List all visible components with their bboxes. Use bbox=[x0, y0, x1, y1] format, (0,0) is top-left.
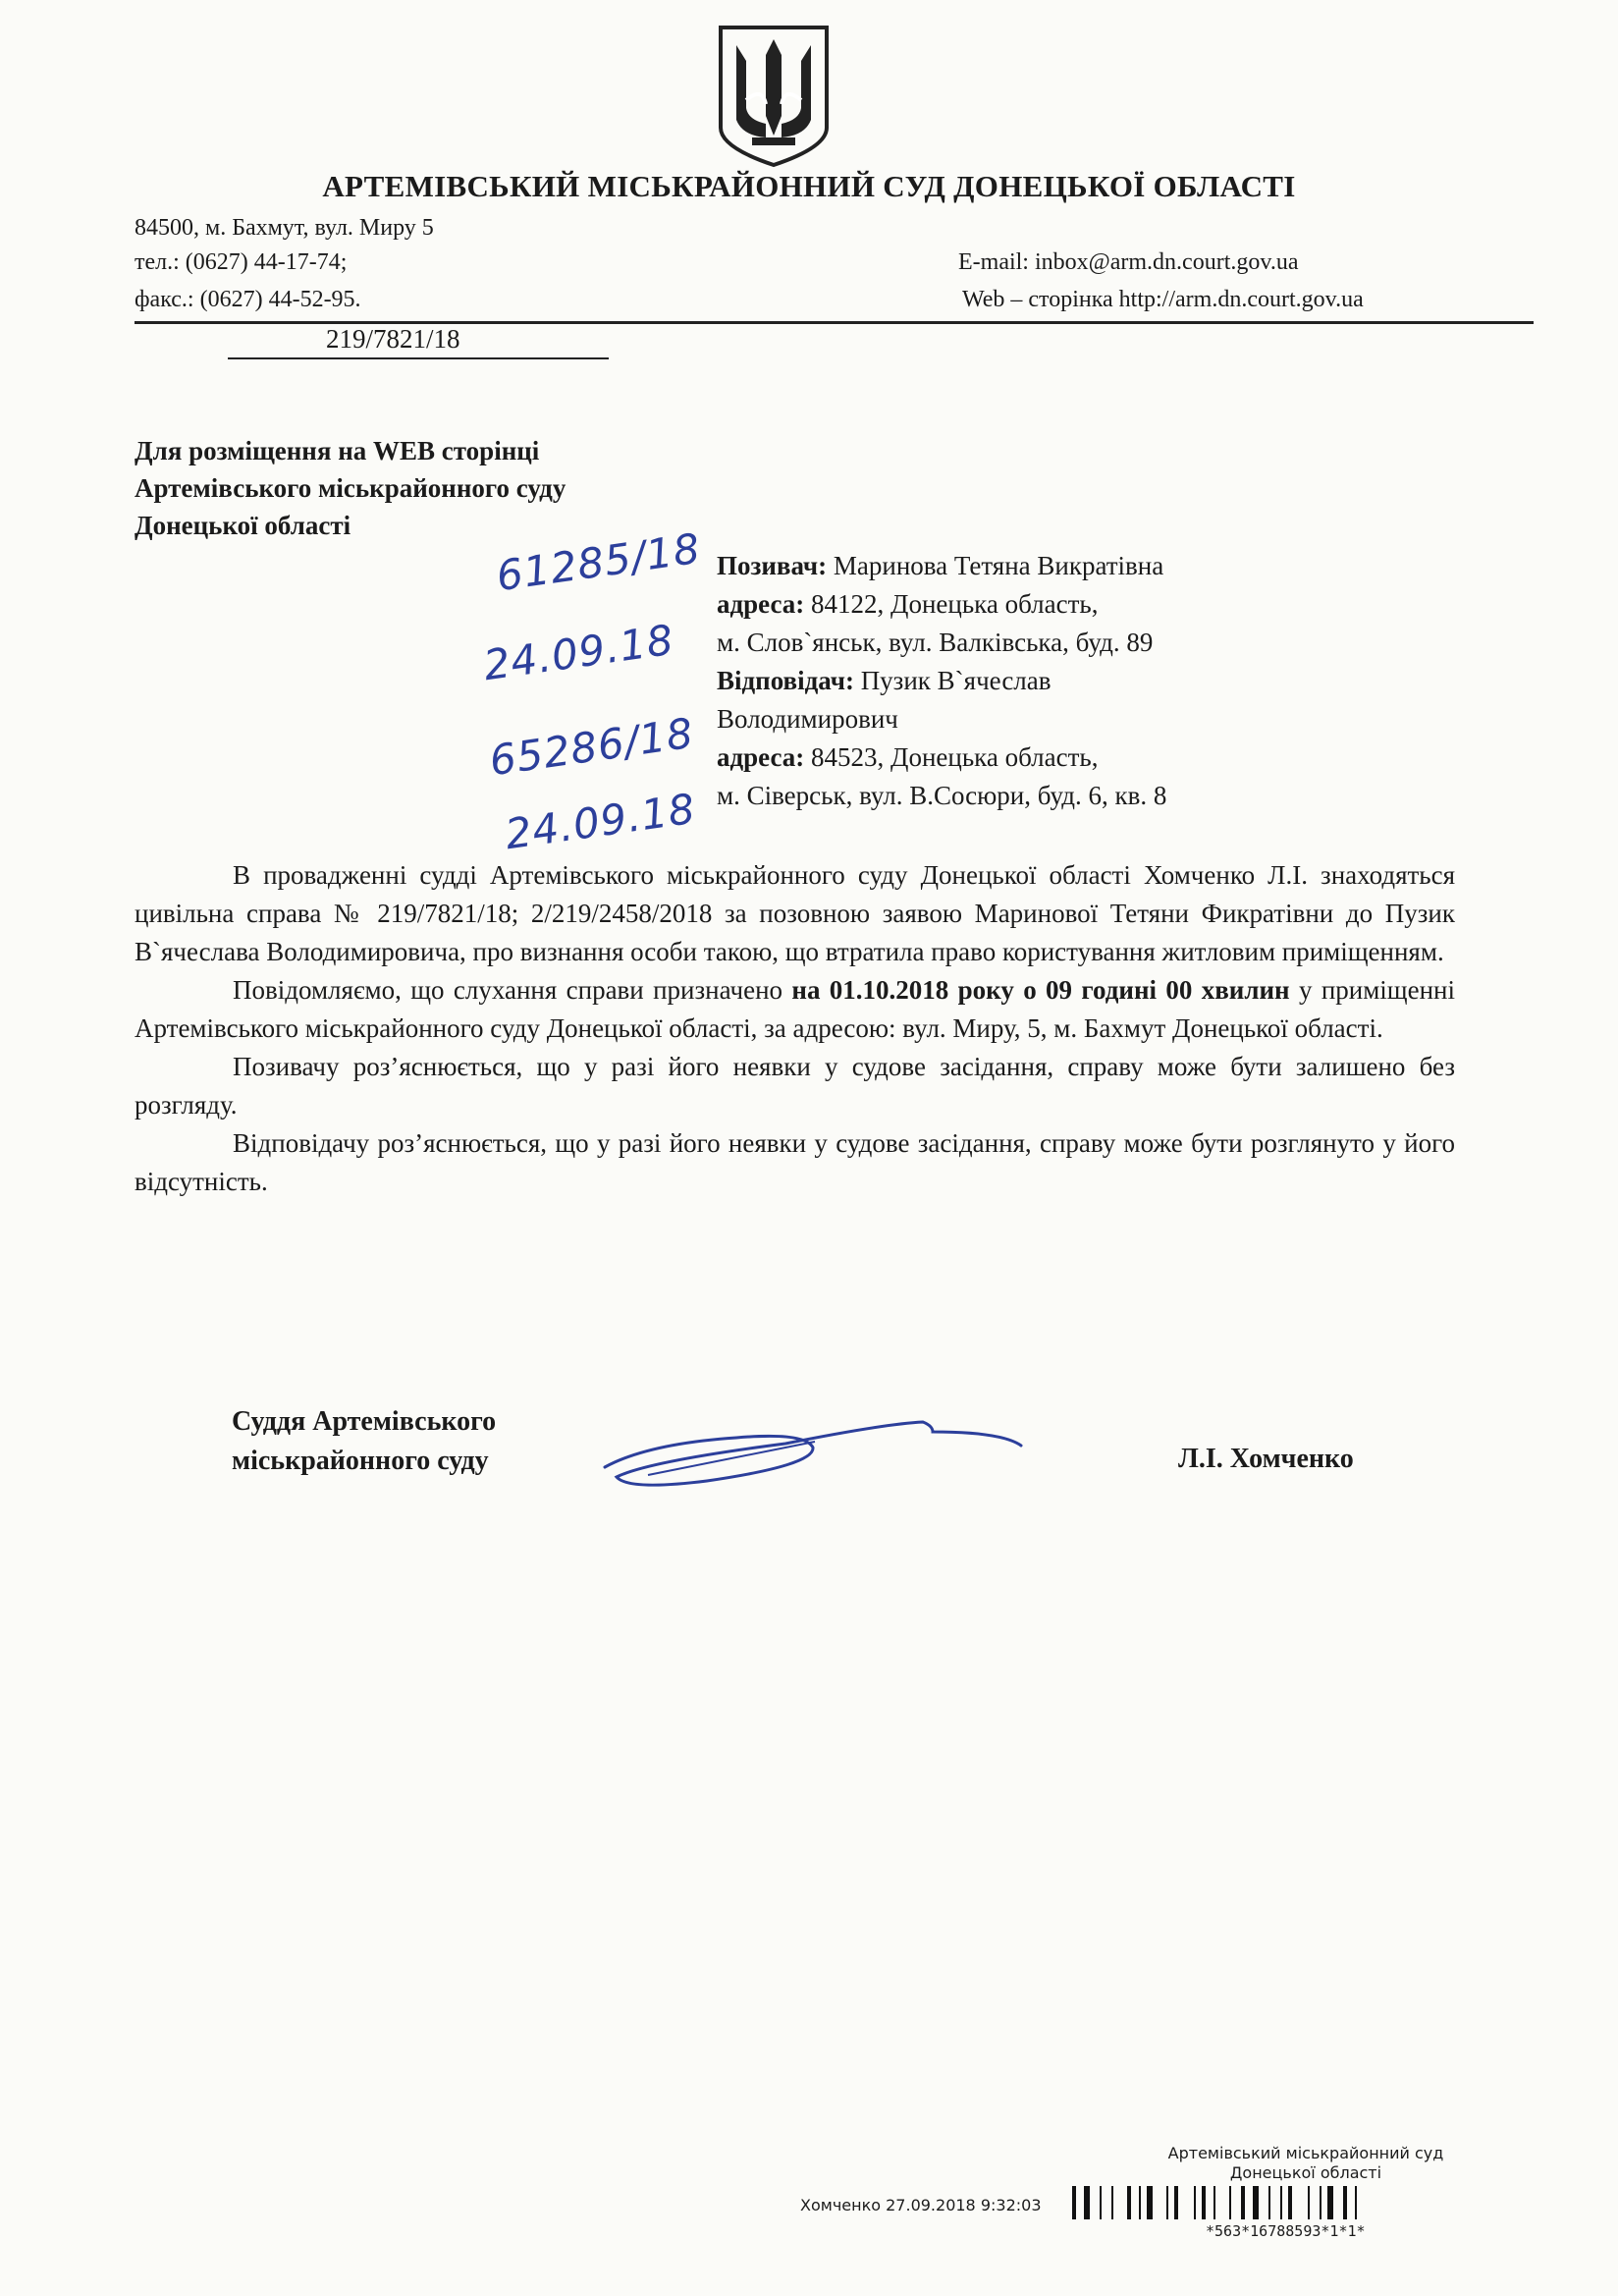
notice-body bbox=[135, 856, 1455, 1201]
address-label: адреса: bbox=[717, 589, 805, 619]
judge-title bbox=[232, 1402, 496, 1481]
handwritten-note: 65286/18 bbox=[486, 708, 697, 786]
body-paragraph: Відповідачу роз’яснюється, що у разі його неявки у судове засідання, справу може бути розглянуто у його відсутність. bbox=[135, 1128, 1455, 1196]
court-web: Web – сторінка http://arm.dn.court.gov.ua bbox=[962, 287, 1364, 312]
body-paragraph bbox=[135, 971, 1455, 1048]
recipient-line: Для розміщення на WEB сторінці bbox=[135, 436, 540, 465]
judge-title-line: Суддя Артемівського bbox=[232, 1406, 497, 1437]
court-phone: тел.: (0627) 44-17-74; bbox=[135, 249, 348, 275]
plaintiff-address-line bbox=[717, 585, 1166, 624]
body-text-span: Повідомляємо, що слухання справи призначено bbox=[233, 975, 792, 1005]
handwritten-note: 24.09.18 bbox=[502, 784, 699, 859]
plaintiff-line bbox=[717, 547, 1166, 585]
court-email: E-mail: inbox@arm.dn.court.gov.ua bbox=[958, 249, 1299, 275]
defendant-line bbox=[717, 662, 1166, 700]
plaintiff-address: 84122, Донецька область, bbox=[811, 589, 1099, 619]
defendant-name-line: Володимирович bbox=[717, 704, 898, 734]
judge-title-line: міськрайонного суду bbox=[232, 1446, 489, 1476]
body-paragraph: Позивачу роз’яснюється, що у разі його неявки у судове засідання, справу може бути залишено без розгляду. bbox=[135, 1052, 1455, 1120]
stamp-court-line: Артемівський міськрайонний суд bbox=[1167, 2144, 1444, 2162]
plaintiff-address-line: м. Слов`янськ, вул. Валківська, буд. 89 bbox=[717, 628, 1154, 657]
defendant-label: Відповідач: bbox=[717, 666, 854, 695]
recipient-block bbox=[135, 432, 566, 544]
parties-block bbox=[717, 547, 1166, 815]
defendant-name: Пузик В`ячеслав bbox=[860, 666, 1052, 695]
hearing-datetime: на 01.10.2018 року о 09 годині 00 хвилин bbox=[791, 975, 1290, 1005]
court-address: 84500, м. Бахмут, вул. Миру 5 bbox=[135, 215, 434, 241]
body-paragraph: В провадженні судді Артемівського міськрайонного суду Донецької області Хомченко Л.І. знаходяться цивільна справа № 219/7821/18; 2/219/2458/2018 за позовною заявою Маринової Тетяни Фикратівни до Пузик В`ячеслава Володимировича, про визнання особи такою, що втратила право користування житловим приміщенням. bbox=[135, 860, 1455, 966]
defendant-address: 84523, Донецька область, bbox=[811, 742, 1099, 772]
defendant-address-line: м. Сіверськ, вул. В.Сосюри, буд. 6, кв. 8 bbox=[717, 781, 1167, 810]
recipient-line: Донецької області bbox=[135, 511, 351, 540]
plaintiff-label: Позивач: bbox=[717, 551, 828, 580]
court-name-heading: АРТЕМІВСЬКИЙ МІСЬКРАЙОННИЙ СУД ДОНЕЦЬКОЇ ОБЛАСТІ bbox=[322, 169, 1296, 203]
court-fax: факс.: (0627) 44-52-95. bbox=[135, 287, 361, 312]
handwritten-signature-icon bbox=[589, 1404, 1041, 1493]
handwritten-note: 24.09.18 bbox=[480, 615, 677, 690]
address-label: адреса: bbox=[717, 742, 805, 772]
registry-stamp bbox=[1159, 2144, 1453, 2183]
reg-number: 219/7821/18 bbox=[326, 324, 460, 354]
judge-name: Л.І. Хомченко bbox=[1178, 1444, 1354, 1474]
trident-emblem-icon bbox=[713, 22, 835, 169]
plaintiff-name: Маринова Тетяна Викратівна bbox=[833, 551, 1164, 580]
recipient-line: Артемівського міськрайонного суду bbox=[135, 473, 566, 503]
defendant-address-line bbox=[717, 738, 1166, 777]
barcode-icon bbox=[1070, 2184, 1532, 2223]
handwritten-note: 61285/18 bbox=[493, 523, 704, 601]
stamp-meta: Хомченко 27.09.2018 9:32:03 bbox=[800, 2196, 1042, 2214]
body-text-span: у приміщенні Артемівського міськрайонного суду Донецької області, за адресою: вул. Миру, 5, м. Бахмут Донецької області. bbox=[135, 975, 1455, 1043]
barcode-text: *563*16788593*1*1* bbox=[1206, 2222, 1366, 2240]
stamp-court-line: Донецької області bbox=[1229, 2163, 1382, 2182]
